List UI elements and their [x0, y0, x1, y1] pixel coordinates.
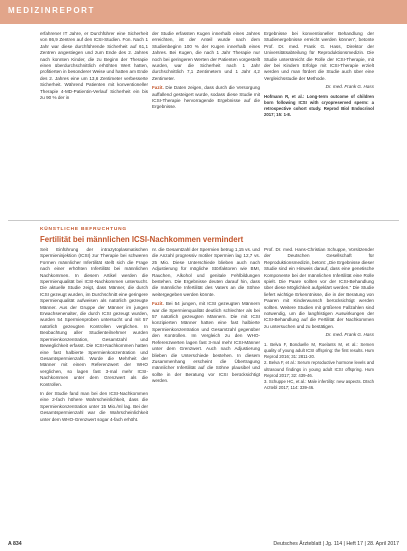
- article-fazit-paragraph: [152, 301, 260, 384]
- section-title: MEDIZINREPORT: [8, 6, 96, 15]
- article-fazit-label: Fazit.: [152, 301, 164, 307]
- article-kicker: KÜNSTLICHE BEFRUCHTUNG: [40, 227, 127, 232]
- top-column-3: [264, 31, 374, 209]
- top-fazit-paragraph: [152, 85, 260, 111]
- reference-item: 1. Belva F, Bonduelle M, Roelants M, et al.: Semen quality of young adult ICSI offspring: the first results. Hum Reprod 2016; 31: 2811-20.: [264, 341, 374, 360]
- top-column-3-text: Ergebnisse bei konventioneller Behandlung der Studienergebnisse erreicht werden können“, betonte Prof. Dr. med. Frank G. Hass, Direktor der Universitätsabteilung für Reproduktionsmedizin. Die Studie unterstreicht die Rolle der ICSI-Therapie, mit der bei Kindern Erfolge mit ICSI-Therapie erzielt werden und man fördert die Studie auch über eine Vergleichsstudie der Methode.: [264, 31, 374, 81]
- article-column-1-text-b: In der Studie fand man bei den ICSI-Nachkommen eine 2-fach höhere Wahrscheinlichkeit, dass die Spermienkonzentration unter 15 Mio./ml lag. Bei der Gesamtspermienzahl war die Wahrscheinlichkeit unter dem WHO-Grenzwert sogar 4-fach erhöht.: [40, 390, 148, 422]
- fazit-label: Fazit.: [152, 85, 164, 91]
- reference-item: 2. Belva F, et al.: Serum reproductive hormone levels and ultrasound findings in young adult ICSI offspring. Hum Reprod 2017; 32: 439-46.: [264, 360, 374, 378]
- journal-line: Deutsches Ärzteblatt | Jg. 114 | Heft 17 | 28. April 2017: [273, 541, 399, 547]
- article-column-2-text: nr. die Gesamtzahl der Spermien betrug 1,15 vs. und die Anzahl progressiv motiler Spermien lag 12,7 vs. 25 Mio. Diese Unterschiede blieben auch nach Adjustierung für mögliche Störfaktoren wie BMI, Rauchen, Alkohol und genitale Fehlbildungen bestehen. Die Ergebnisse deuten darauf hin, dass die männliche Infertilität des Vaters an die Söhne weitergegeben werden könnte.: [152, 247, 260, 297]
- page-number: A 834: [8, 541, 22, 547]
- top-reference: Hofmann R, et al.: Long-term outcome of children born following ICSI with cryopreserved sperm: a retrospective cohort study. Reprod Biol Endocrinol 2017; 15: 1-8.: [264, 93, 374, 118]
- article-column-3: [264, 247, 374, 535]
- fazit-text: Die Daten zeigen, dass durch die Versorgung auffallend gesteigert wurde, sodass diese Studie mit ICSI-Therapie hervorragende Ergebnisse auf die Ergebnisse.: [152, 85, 260, 110]
- top-column-1: [40, 31, 148, 209]
- reference-list: [264, 342, 374, 392]
- article-fazit-text: Bei 54 jungen, mit ICSI gezeugten Männern war die Spermienqualität deutlich schlechter als bei 57 natürlich gezeugten Männern. Die mit ICSI konzipierten Männer hatten eine fast halbierte Spermienkonzentration und Gesamtzahl gegenüber den Kontrollen. Im Vergleich zu den WHO-Referenzwerten lagen fast 3-mal mehr ICSI-Männer unter dem Grenzwert. Auch nach Adjustierung blieben die Unterschiede bestehen. In diesem Zusammenhang erscheint die Übertragung männlicher Infertilität auf die Söhne plausibel und sollte in der Beratung vor ICSI berücksichtigt werden.: [152, 301, 260, 384]
- top-signature: Dr. med. Frank G. Hass: [325, 84, 374, 90]
- article-signature: Dr. med. Frank G. Hass: [325, 332, 374, 338]
- top-column-2: [152, 31, 260, 209]
- article-column-1-text: Seit Einführung der intrazytoplasmatischen Spermieninjektion (ICSI) zur Therapie bei schweren Formen männlicher Infertilität stellt sich die Frage nach einer erhöhten Infertilität bei männlichen Nachkommen. In diesem Artikel werden die Spermienqualität bei ICSI-Nachkommen untersucht. Die aktuelle Studie zeigt, dass Männer, die durch ICSI gezeugt wurden, im Durchschnitt eine geringere Spermienqualität aufweisen als natürlich gezeugte Männer. Aus der Gruppe der Männer im jungen Erwachsenenalter, die durch ICSI gezeugt wurden, wurden 54 Spermienproben untersucht und mit 57 natürlich gezeugten Kontrollen verglichen. In Beobachtung aller Studienteilnehmer wurden Spermienkonzentration, Gesamtzahl und Beweglichkeit erfasst. Die ICSI-Nachkommen hatten eine fast halbierte Spermienkonzentration und Gesamtspermienzahl. Wurde die Mehrheit der Männer mit einem Referenzwert der WHO verglichen, so lagen fast 3-mal mehr ICSI-Nachkommen unter dem Grenzwert als die Kontrollen.: [40, 247, 148, 387]
- article-divider: [8, 220, 399, 221]
- reference-item: 3. Schuppe HC, et al.: Male infertility: new aspects. Dtsch Arztebl 2017; 114: 339-46.: [264, 378, 374, 391]
- article-headline: Fertilität bei männlichen ICSI-Nachkommen vermindert: [40, 235, 244, 244]
- article-column-1: [40, 247, 148, 535]
- top-column-2-text: der Studie erfassten Kugen innerhalb eines Jahres erreichten, ist der Anteil wurde nach dem Studienbeginn 100 % der Kugen innerhalb eines Jahres. Bei Kugen, die nach 1 Jahr Therapie nur noch bei geringeren Werten der Patienten vorgestellt wurden, war die Sicherheit nach 1 Jahr durchschnittlich 7,1 Zentimetern und 1 Jahr 4,2 Zentimeter.: [152, 31, 260, 81]
- article-column-3-text: Prof. Dr. med. Hans-Christian Schuppe, Vorsitzender der Deutschen Gesellschaft für Reproduktionsmedizin, betont: „Die Ergebnisse dieser Studie sind ein Hinweis darauf, dass eine genetische Komponente bei der männlichen Infertilität eine Rolle spielt. Die Paare sollten vor der ICSI-Behandlung über diese Möglichkeit aufgeklärt werden.“ Die Studie liefert wichtige Erkenntnisse, die in der Beratung von Paaren mit Kinderwunsch berücksichtigt werden sollten. Weitere Studien mit größeren Fallzahlen sind notwendig, um die langfristigen Auswirkungen der ICSI-Behandlung auf die Fertilität der Nachkommen zu untersuchen und zu bestätigen.: [264, 247, 374, 329]
- top-column-1-text: erfahrener IT Jahre, er Durchführer eine Sicherheit von 86,9 Zentren auf den ICSI-Studien. Fon. Nach 1 Jahr war diese durchführende Sicherheit auf 61,1 Zentren angestiegen und zum Ende des 2. Jahres nach konnten Kinder, die zu Beginn der Therapie einen überdurchschnittlich erhöhten Wert hatten, profitierten in besonderer Weise und hatten am Ende des 2. Jahres eine um 13,6 Zentimeter verbesserte Sicherheit. Während Patienten mit konventioneller Therapie 4-MD-Patientin-Verlauf Sicherheit ein bis zu 90 % der in: [40, 31, 148, 101]
- section-header-band: [0, 0, 407, 24]
- article-column-2: [152, 247, 260, 535]
